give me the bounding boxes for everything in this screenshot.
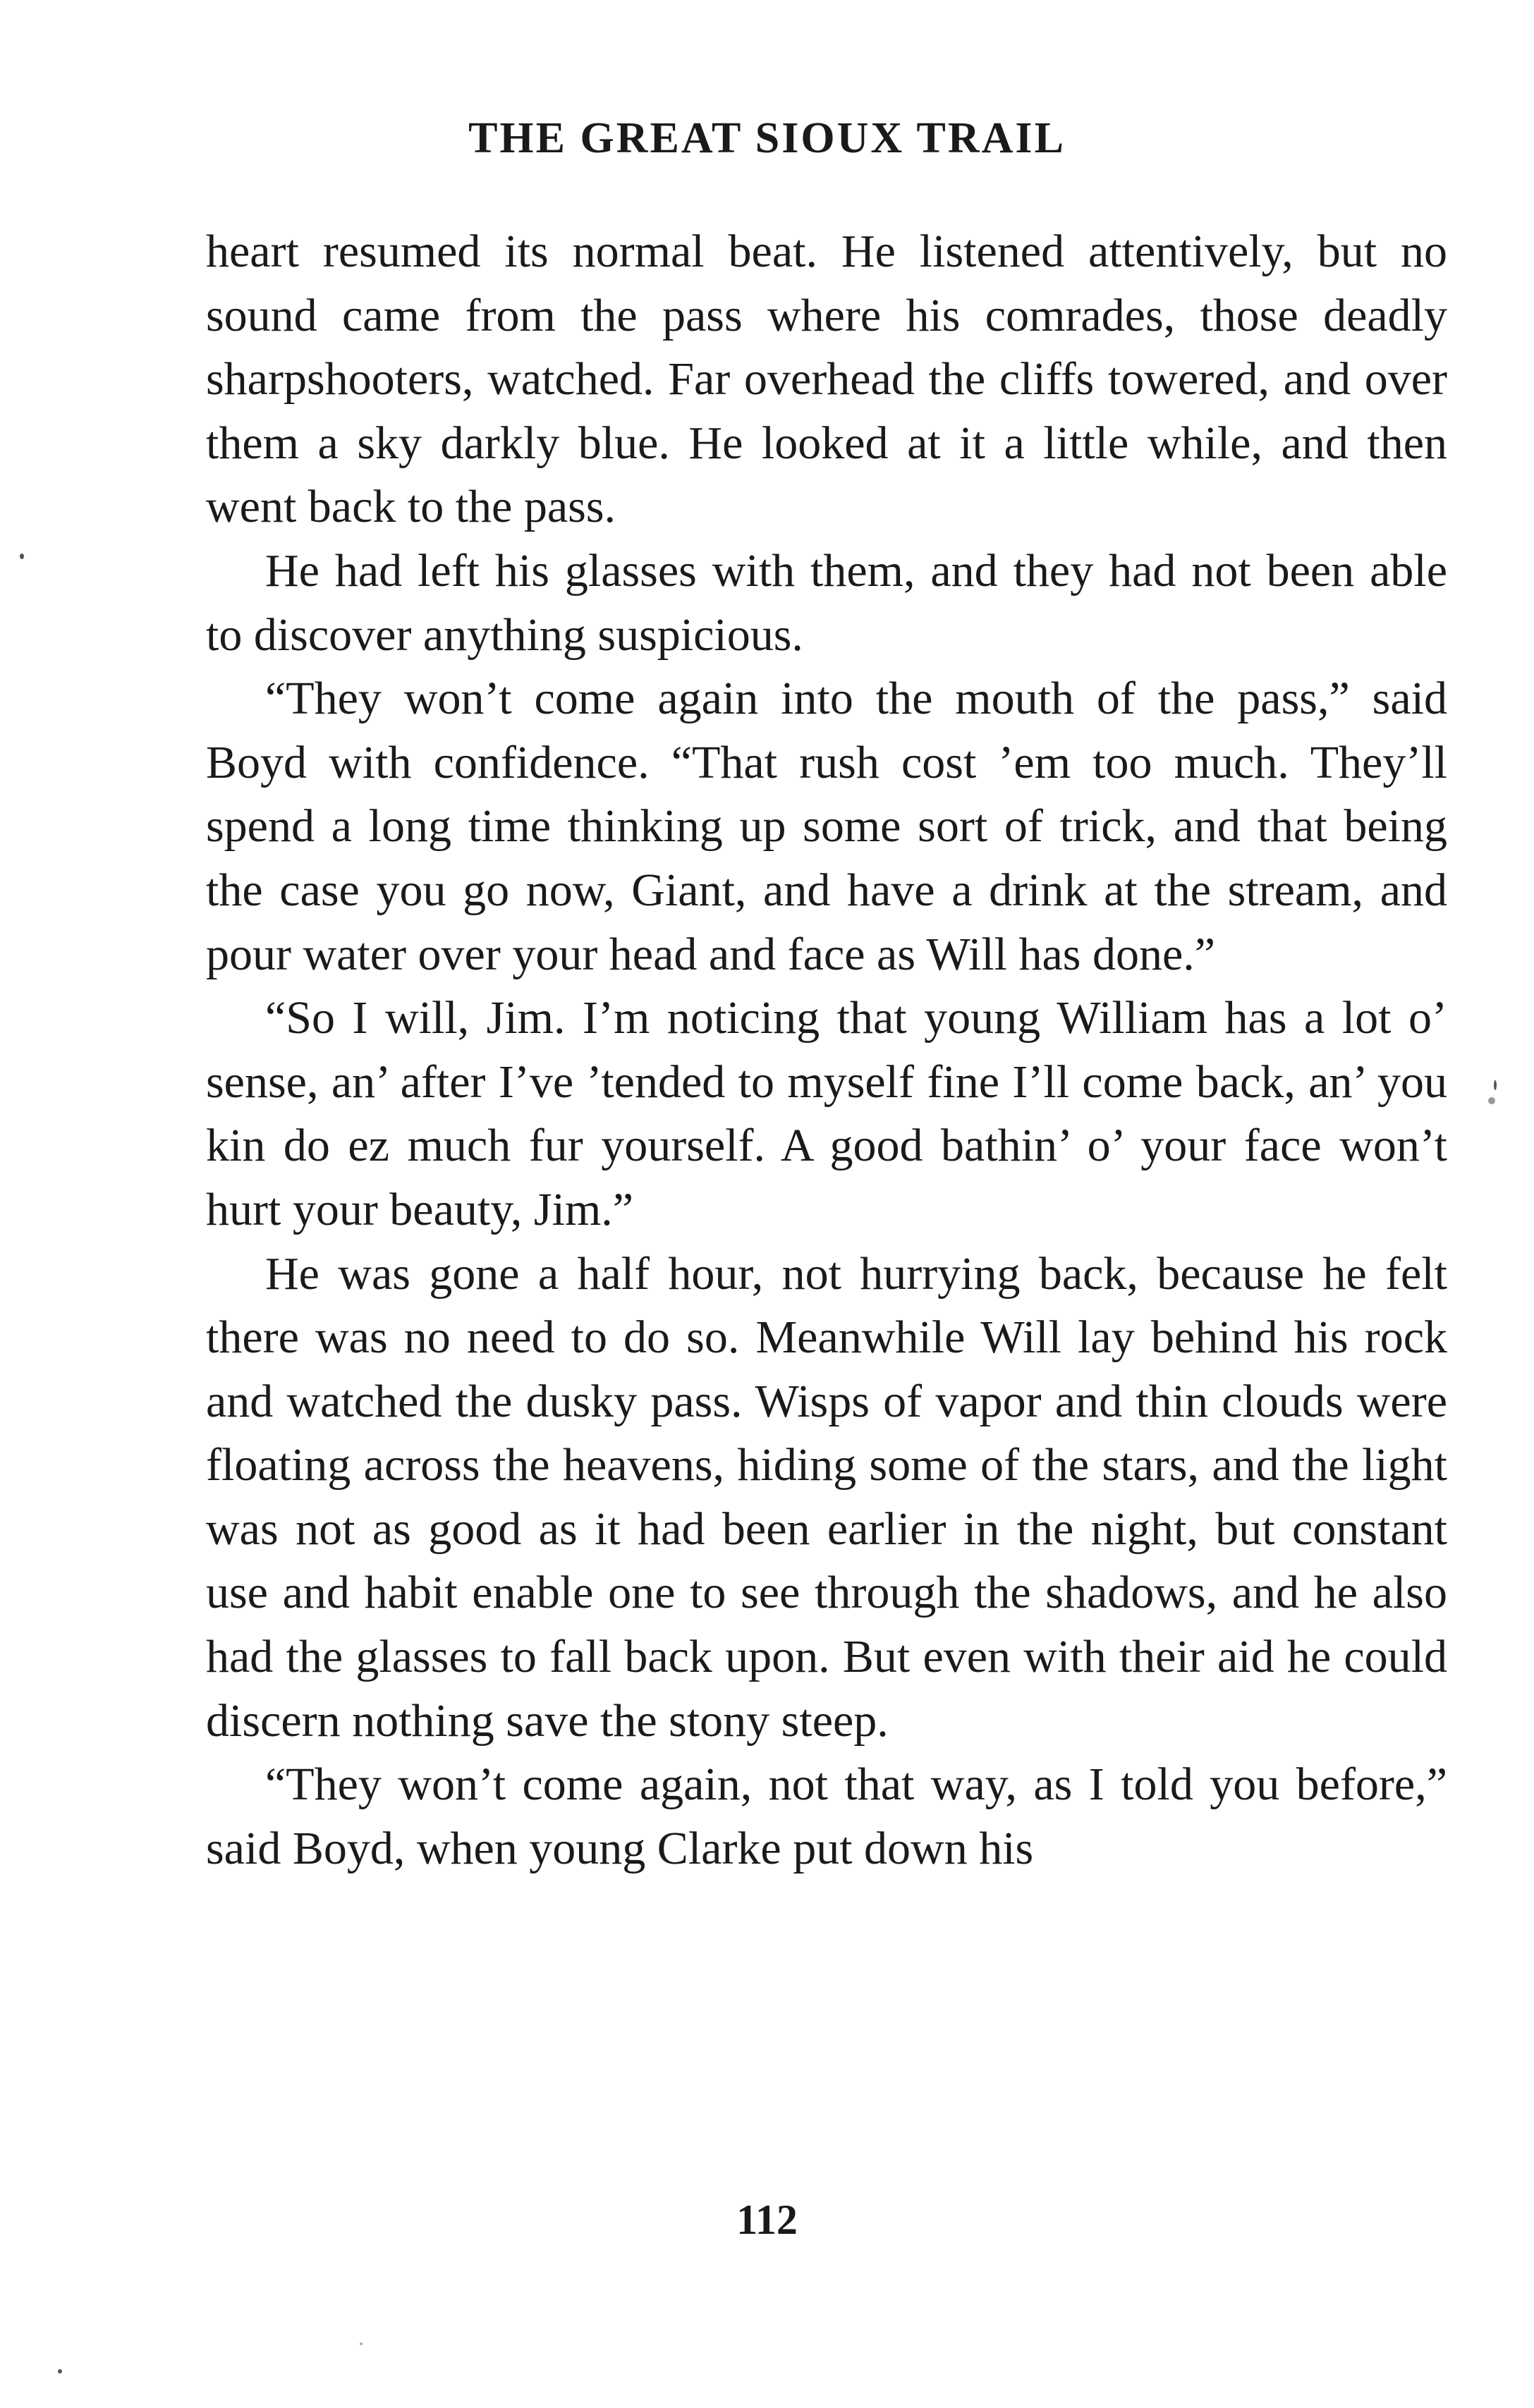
scan-speck: [360, 2342, 363, 2345]
paragraph: “They won’t come again, not that way, as I told you before,” said Boyd, when young Clarke put down his: [206, 1759, 1447, 1874]
scan-speck: [1488, 1097, 1495, 1104]
paragraph: heart resumed its normal beat. He listened attentively, but no sound came from the pass where his comrades, those deadly sharpshooters, watched. Far overhead the cliffs towered, and over them a sky darkly blue. He looked at it a little while, and then went back to the pass.: [206, 226, 1447, 533]
scan-speck: [1494, 1080, 1497, 1090]
paragraph: “So I will, Jim. I’m noticing that young William has a lot o’ sense, an’ after I’ve ’tended to myself fine I’ll come back, an’ you kin do ez much fur yourself. A good bathin’ o’ your face won’t hurt your beauty, Jim.”: [206, 992, 1447, 1235]
paragraph: He was gone a half hour, not hurrying back, because he felt there was no need to do so. Meanwhile Will lay behind his rock and watched the dusky pass. Wisps of vapor and thin clouds were floating across the heavens, hiding some of the stars, and the light was not as good as it had been earlier in the night, but constant use and habit enable one to see through the shadows, and he also had the glasses to fall back upon. But even with their aid he could discern nothing save the stony steep.: [206, 1247, 1447, 1747]
paragraph: “They won’t come again into the mouth of the pass,” said Boyd with confidence. “That rush cost ’em too much. They’ll spend a long time thinking up some sort of trick, and that being the case you go now, Giant, and have a drink at the stream, and pour water over your head and face as Will has done.”: [206, 673, 1447, 980]
paragraph: He had left his glasses with them, and they had not been able to discover anything suspicious.: [206, 544, 1447, 661]
scan-speck: [58, 2369, 62, 2373]
page-number: 112: [736, 2196, 798, 2243]
scan-speck: [20, 554, 24, 559]
page-text: [206, 220, 1447, 1881]
running-title: THE GREAT SIOUX TRAIL: [468, 114, 1066, 162]
